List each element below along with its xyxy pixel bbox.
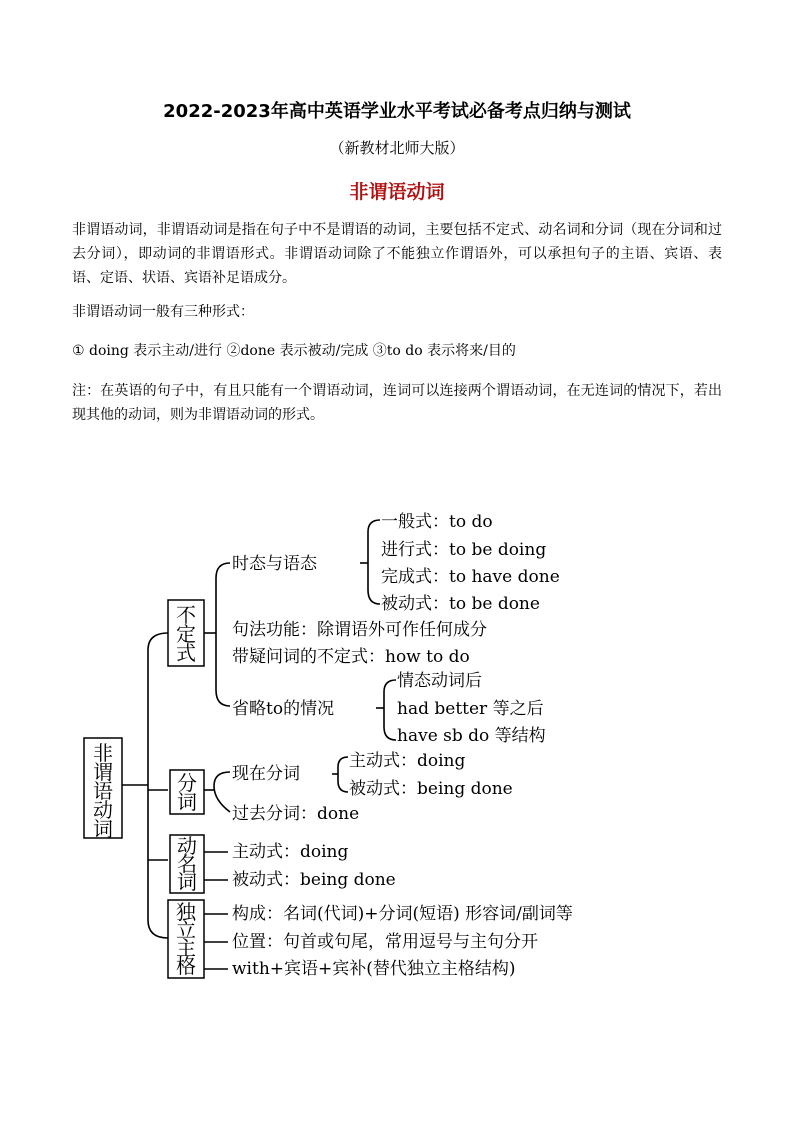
- absolute-char: 立: [176, 918, 196, 942]
- participle-char: 词: [177, 790, 197, 814]
- root-char: 语: [93, 779, 113, 803]
- infinitive-char: 定: [176, 622, 196, 646]
- infinitive-char: 式: [176, 641, 196, 665]
- interrogative-text: 带疑问词的不定式：how to do: [232, 647, 470, 667]
- omit-brace: [384, 680, 396, 740]
- infinitive-form: 一般式：to do: [381, 512, 493, 532]
- intro-paragraph: 非谓语动词，非谓语动词是指在句子中不是谓语的动词，主要包括不定式、动名词和分词（现在分词和过去分词），即动词的非谓语形式。非谓语动词除了不能独立作谓语外，可以承担句子的主语、宾语、表语、定语、状语、宾语补足语成分。: [72, 222, 722, 286]
- gerund-char: 名: [177, 852, 197, 876]
- absolute-char: 独: [176, 900, 196, 924]
- page-title: 2022-2023年高中英语学业水平考试必备考点归纳与测试: [163, 101, 631, 122]
- gerund-char: 词: [177, 870, 197, 894]
- omit-to-label: 省略to的情况: [232, 699, 335, 719]
- infinitive-form: 被动式：to be done: [381, 594, 540, 614]
- page-subtitle: （新教材北师大版）: [329, 139, 465, 157]
- infinitive-form: 进行式：to be doing: [381, 540, 547, 560]
- absolute-item: 位置：句首或句尾，常用逗号与主句分开: [232, 932, 538, 952]
- present-form: 被动式：being done: [349, 779, 513, 799]
- omit-case: had better 等之后: [397, 699, 544, 719]
- infinitive-char: 不: [176, 603, 196, 627]
- section-heading: 非谓语动词: [349, 181, 445, 203]
- root-char: 词: [93, 817, 113, 841]
- gerund-form: 被动式：being done: [232, 870, 396, 890]
- gerund-form: 主动式：doing: [232, 842, 349, 862]
- main-brace: [148, 633, 168, 938]
- absolute-char: 主: [176, 936, 196, 960]
- absolute-item: with+宾语+宾补(替代独立主格结构): [232, 959, 516, 979]
- forms-list: ① doing 表示主动/进行 ②done 表示被动/完成 ③to do 表示将来/目的: [72, 343, 516, 359]
- root-char: 谓: [93, 760, 113, 784]
- root-char: 动: [93, 798, 113, 822]
- tense-voice-label: 时态与语态: [232, 554, 317, 574]
- past-participle-text: 过去分词：done: [232, 804, 360, 824]
- note-paragraph: 注：在英语的句子中，有且只能有一个谓语动词，连词可以连接两个谓语动词，在无连词的情况下，若出现其他的动词，则为非谓语动词的形式。: [72, 383, 722, 423]
- participle-brace: [214, 772, 230, 812]
- omit-case: have sb do 等结构: [397, 726, 546, 746]
- forms-brace: [368, 520, 380, 604]
- absolute-char: 格: [176, 954, 196, 978]
- omit-case: 情态动词后: [397, 671, 482, 691]
- present-form: 主动式：doing: [349, 751, 466, 771]
- gerund-char: 动: [177, 834, 197, 858]
- function-text: 句法功能：除谓语外可作任何成分: [232, 620, 487, 640]
- participle-char: 分: [177, 771, 197, 795]
- forms-intro: 非谓语动词一般有三种形式：: [72, 304, 254, 320]
- present-participle-label: 现在分词: [232, 764, 300, 784]
- infinitive-form: 完成式：to have done: [381, 567, 560, 587]
- root-char: 非: [93, 741, 113, 765]
- absolute-item: 构成：名词(代词)+分词(短语) 形容词/副词等: [232, 904, 573, 924]
- present-brace: [338, 757, 348, 792]
- infinitive-brace: [216, 563, 230, 706]
